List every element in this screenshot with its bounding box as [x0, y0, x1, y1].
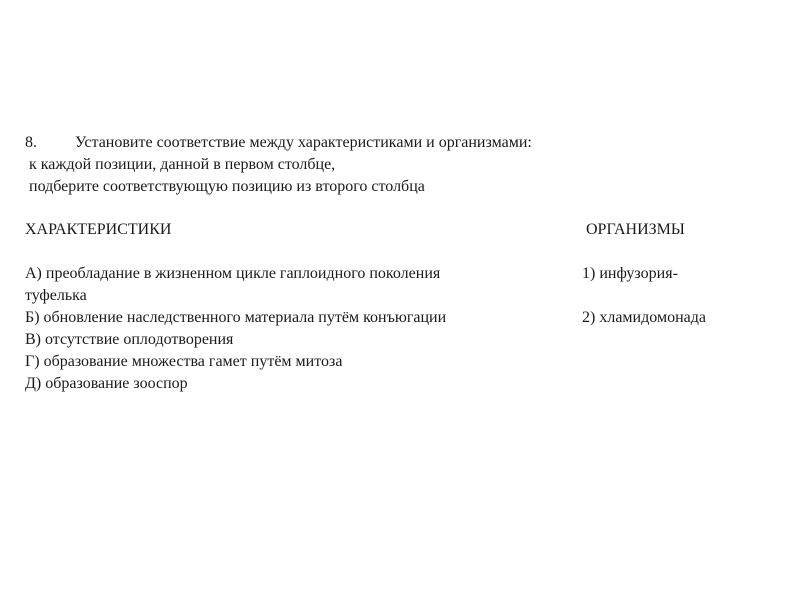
question-line-3: подберите соответствующую позицию из второго столбца — [25, 178, 425, 195]
characteristic-v: В) отсутствие оплодотворения — [25, 331, 234, 348]
question-text: Установите соответствие между характеристиками и организмами: — [75, 134, 532, 151]
characteristics-header: ХАРАКТЕРИСТИКИ — [25, 221, 172, 238]
organism-1: 1) инфузория- — [582, 265, 678, 282]
question-line-1 — [25, 132, 532, 154]
organism-1-continuation: туфелька — [25, 287, 87, 304]
characteristic-a: А) преобладание в жизненном цикле гаплоидного поколения — [25, 265, 441, 282]
characteristic-g: Г) образование множества гамет путём митоза — [25, 353, 343, 370]
question-line-2: к каждой позиции, данной в первом столбце, — [25, 156, 336, 173]
organism-2: 2) хламидомонада — [582, 309, 706, 326]
question-number: 8. — [25, 134, 37, 151]
characteristic-b: Б) обновление наследственного материала путём конъюгации — [25, 309, 447, 326]
organisms-header: ОРГАНИЗМЫ — [586, 221, 685, 238]
characteristic-d: Д) образование зооспор — [25, 375, 188, 392]
